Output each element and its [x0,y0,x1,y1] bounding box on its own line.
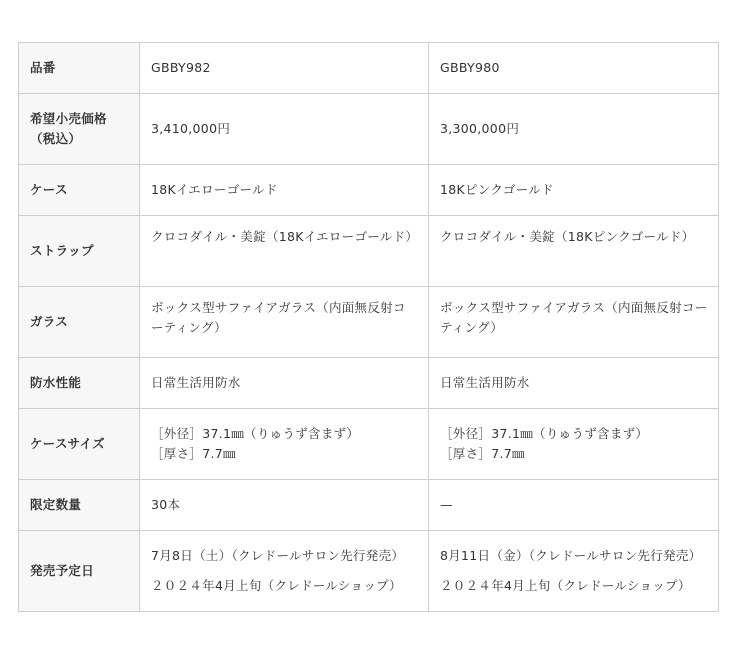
cell-text: 3,410,000円 [151,121,231,136]
row-label: 限定数量 [19,480,140,531]
cell-text: 7月8日（土）（クレドールサロン先行発売） [151,548,405,563]
row-label: 発売予定日 [19,531,140,612]
cell-text: — [440,497,453,512]
cell-gbby982 [140,531,429,612]
cell-text: クロコダイル・美錠（18Kイエローゴールド） [151,229,419,244]
cell-text: クロコダイル・美錠（18Kピンクゴールド） [440,229,695,244]
table-row [19,409,719,480]
cell-gbby980 [429,94,719,165]
cell-text: ［外径］37.1㎜（りゅうず含まず） [151,426,360,441]
cell-gbby982 [140,216,429,287]
row-label: 品番 [19,43,140,94]
cell-text: 30本 [151,497,181,512]
table-row [19,531,719,612]
cell-gbby982 [140,165,429,216]
cell-text: ２０２４年4月上旬（クレドールショップ） [151,578,402,593]
row-label: ストラップ [19,216,140,287]
spec-table [18,42,719,612]
row-label: 防水性能 [19,358,140,409]
cell-gbby982 [140,287,429,358]
cell-gbby980 [429,531,719,612]
cell-gbby980 [429,43,719,94]
cell-text: GBBY982 [151,60,211,75]
cell-gbby980 [429,216,719,287]
spec-table-body [19,43,719,612]
cell-gbby982 [140,409,429,480]
table-row [19,287,719,358]
cell-gbby980 [429,358,719,409]
cell-text: ［厚さ］7.7㎜ [151,446,236,461]
cell-gbby980 [429,480,719,531]
cell-text: ボックス型サファイアガラス（内面無反射コーティング） [440,300,708,335]
cell-text: 3,300,000円 [440,121,520,136]
cell-text: ボックス型サファイアガラス（内面無反射コーティング） [151,300,406,335]
row-label: ケースサイズ [19,409,140,480]
cell-text: 日常生活用防水 [151,375,241,390]
cell-text: 18Kピンクゴールド [440,182,554,197]
row-label: ガラス [19,287,140,358]
cell-gbby982 [140,43,429,94]
table-row [19,358,719,409]
cell-gbby982 [140,358,429,409]
table-row [19,165,719,216]
cell-text: ２０２４年4月上旬（クレドールショップ） [440,578,691,593]
table-row [19,43,719,94]
cell-text: 日常生活用防水 [440,375,530,390]
cell-text: 8月11日（金）（クレドールサロン先行発売） [440,548,702,563]
cell-gbby980 [429,409,719,480]
cell-gbby980 [429,165,719,216]
cell-gbby982 [140,94,429,165]
cell-gbby980 [429,287,719,358]
table-row [19,216,719,287]
row-label: ケース [19,165,140,216]
cell-text: 18Kイエローゴールド [151,182,278,197]
cell-text: ［厚さ］7.7㎜ [440,446,525,461]
cell-gbby982 [140,480,429,531]
cell-text: ［外径］37.1㎜（りゅうず含まず） [440,426,649,441]
table-row [19,480,719,531]
table-row [19,94,719,165]
cell-text: GBBY980 [440,60,500,75]
row-label: 希望小売価格（税込） [19,94,140,165]
